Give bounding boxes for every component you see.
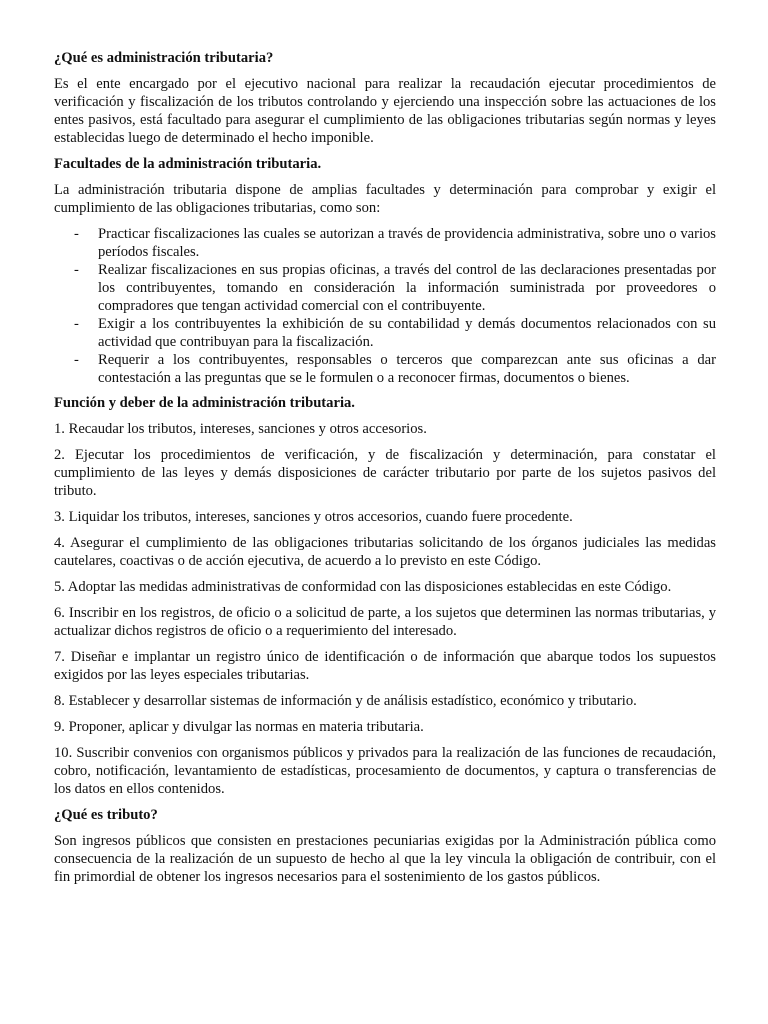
numbered-item: 2. Ejecutar los procedimientos de verificación, y de fiscalización y determinación, para constatar el cumplimiento de las leyes y demás disposiciones de carácter tributario por parte de los sujetos pasivos del tributo.: [54, 447, 716, 499]
list-item: [54, 225, 716, 261]
numbered-item: 6. Inscribir en los registros, de oficio o a solicitud de parte, a los sujetos que determinen las normas tributarias, y actualizar dichos registros de oficio o a requerimiento del interesado.: [54, 605, 716, 639]
numbered-item: 8. Establecer y desarrollar sistemas de información y de análisis estadístico, económico y tributario.: [54, 693, 637, 709]
list-item-text: Practicar fiscalizaciones las cuales se autorizan a través de providencia administrativa, sobre uno o varios períodos fiscales.: [98, 226, 716, 260]
bullet-dash: -: [74, 226, 79, 242]
section-body-que-es-tributo: Son ingresos públicos que consisten en prestaciones pecuniarias exigidas por la Administración pública como consecuencia de la realización de un supuesto de hecho al que la ley vincula la obligación de contribuir, con el fin primordial de obtener los ingresos necesarios para el sostenimiento de los gastos públicos.: [54, 833, 716, 885]
numbered-item: 3. Liquidar los tributos, intereses, sanciones y otros accesorios, cuando fuere procedente.: [54, 509, 573, 525]
section-heading-que-es-administracion: ¿Qué es administración tributaria?: [54, 50, 274, 66]
list-item-text: Realizar fiscalizaciones en sus propias oficinas, a través del control de las declaraciones presentadas por los contribuyentes, tomando en consideración la información suministrada por proveedores o compradores que tengan actividad comercial con el contribuyente.: [98, 262, 716, 314]
section-heading-funcion-y-deber: Función y deber de la administración tributaria.: [54, 395, 355, 411]
section-body-facultades: La administración tributaria dispone de amplias facultades y determinación para comprobar y exigir el cumplimiento de las obligaciones tributarias, como son:: [54, 182, 716, 216]
list-item: [54, 351, 716, 387]
numbered-item: 1. Recaudar los tributos, intereses, sanciones y otros accesorios.: [54, 421, 427, 437]
section-body-que-es-administracion: Es el ente encargado por el ejecutivo nacional para realizar la recaudación ejecutar procedimientos de verificación y fiscalización de los tributos controlando y ejerciendo una inspección sobre las actuaciones de los entes pasivos, está facultado para asegurar el cumplimiento de las obligaciones tributarias según normas y leyes establecidas luego de determinado el hecho imponible.: [54, 76, 716, 146]
bullet-dash: -: [74, 352, 79, 368]
list-item-text: Requerir a los contribuyentes, responsables o terceros que comparezcan ante sus oficinas a dar contestación a las preguntas que se le formulen o a reconocer firmas, documentos o bienes.: [98, 352, 716, 386]
list-item: [54, 315, 716, 351]
list-item-text: Exigir a los contribuyentes la exhibición de su contabilidad y demás documentos relacionados con su actividad que contribuyan para la fiscalización.: [98, 316, 716, 350]
section-heading-facultades: Facultades de la administración tributaria.: [54, 156, 322, 172]
numbered-item: 10. Suscribir convenios con organismos públicos y privados para la realización de las funciones de recaudación, cobro, notificación, levantamiento de estadísticas, procesamiento de documentos, y captura o transferencias de los datos en ellos contenidos.: [54, 745, 716, 797]
numbered-item: 5. Adoptar las medidas administrativas de conformidad con las disposiciones establecidas en este Código.: [54, 579, 672, 595]
section-heading-que-es-tributo: ¿Qué es tributo?: [54, 807, 158, 823]
facultades-list: [54, 225, 716, 387]
bullet-dash: -: [74, 262, 79, 278]
numbered-item: 9. Proponer, aplicar y divulgar las normas en materia tributaria.: [54, 719, 424, 735]
document-page: [54, 49, 716, 894]
numbered-item: 4. Asegurar el cumplimiento de las obligaciones tributarias solicitando de los órganos judiciales las medidas cautelares, coactivas o de acción ejecutiva, de acuerdo a lo previsto en este Código.: [54, 535, 716, 569]
bullet-dash: -: [74, 316, 79, 332]
numbered-item: 7. Diseñar e implantar un registro único de identificación o de información que abarque todos los supuestos exigidos por las leyes especiales tributarias.: [54, 649, 716, 683]
list-item: [54, 261, 716, 315]
